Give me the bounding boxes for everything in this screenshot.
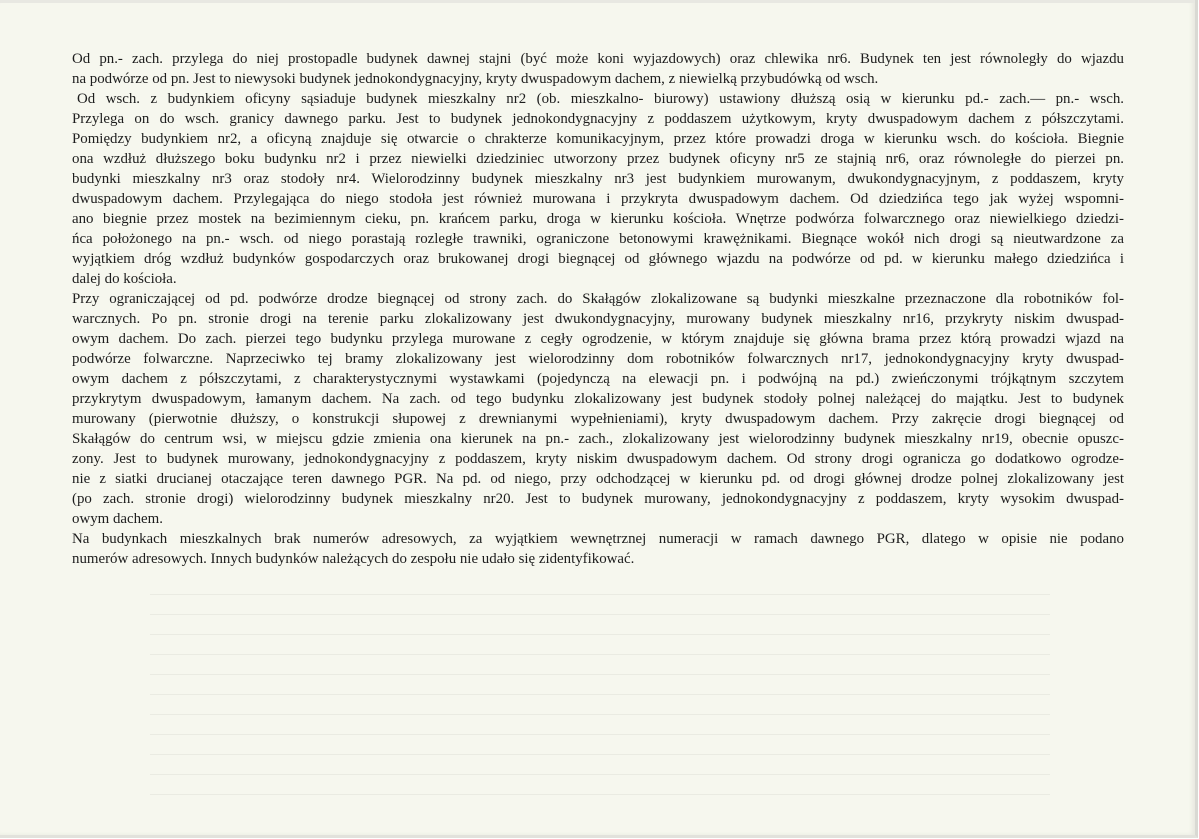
text-line: Pomiędzy budynkiem nr2, a oficyną znajduje się otwarcie o chrakterze komunikacyjnym, przez które prowadzi droga w kierunku wsch. do kościoła. Biegnie [72,131,1124,147]
text-line: Od wsch. z budynkiem oficyny sąsiaduje budynek mieszkalny nr2 (ob. mieszkalno- biurowy) ustawiony dłuższą osią w kierunku pd.- zach.— pn.- wsch. [77,91,1124,107]
text-line: warcznych. Po pn. stronie drogi na terenie parku zlokalizowany jest dwukondygnacyjny, murowany budynek mieszkalny nr16, przykryty niskim dwuspad- [72,311,1124,327]
text-line: owym dachem. Do zach. pierzei tego budynku przylega murowane z cegły ogrodzenie, w którym znajduje się główna brama przez którą prowadzi wjazd na [72,331,1124,347]
text-line: murowany (pierwotnie dłuższy, o konstrukcji słupowej z drewnianymi wypełnieniami), kryty dwuspadowym dachem. Przy zakręcie drogi biegnącej od [72,411,1124,427]
text-line: owym dachem. [72,511,163,527]
text-line: dwuspadowym dachem. Przylegająca do niego stodoła jest również murowana i przykryta dwuspadowym dachem. Od dziedzińca tego jak wyżej wspomni- [72,191,1124,207]
text-line: zony. Jest to budynek murowany, jednokondygnacyjny z poddaszem, kryty niskim dwuspadowym dachem. Od strony drogi ogranicza go dodatkowo ogrodze- [72,451,1124,467]
text-line: numerów adresowych. Innych budynków należących do zespołu nie udało się zidentyfikować. [72,551,635,567]
text-line: Skałągów do centrum wsi, w miejscu gdzie zmienia ona kierunek na pn.- zach., zlokalizowany jest wielorodzinny budynek mieszkalny nr19, obecnie opuszc- [72,431,1124,447]
text-line: na podwórze od pn. Jest to niewysoki budynek jednokondygnacyjny, kryty dwuspadowym dachem, z niewielką przybudówką od wsch. [72,71,879,87]
paragraph-address-numbers [72,529,1124,569]
text-line: ńca położonego na pn.- wsch. od niego porastają rozległe trawniki, ograniczone betonowymi krawężnikami. Biegnące wokół nich drogi są nieutwardzone za [72,231,1124,247]
text-line: Na budynkach mieszkalnych brak numerów adresowych, za wyjątkiem wewnętrznej numeracji w ramach dawnego PGR, dlatego w opisie nie podano [72,531,1124,547]
paragraph-residential-nr2 [72,89,1124,289]
text-line: Przy ograniczającej od pd. podwórze drodze biegnącej od strony zach. do Skałągów zlokalizowane są budynki mieszkalne przeznaczone dla robotników fol- [72,291,1124,307]
text-line: dalej do kościoła. [72,271,177,287]
paragraph-worker-housing [72,289,1124,529]
text-line: podwórze folwarczne. Naprzeciwko tej bramy zlokalizowany jest wielorodzinny dom robotników folwarcznych nr17, jednokondygnacyjny kryty dwuspad- [72,351,1124,367]
text-line: przykrytym dwuspadowym, łamanym dachem. Na zach. od tego budynku zlokalizowany jest budynek stodoły polnej należącej do majątku. Jest to budynek [72,391,1124,407]
paragraph-stable-building [72,49,1124,89]
text-line: owym dachem z półszczytami, z charakterystycznymi wystawkami (pojedynczą na elewacji pn. i podwójną na pd.) zwieńczonymi trójkątnym szczytem [72,371,1124,387]
text-line: ona wzdłuż dłuższego boku budynku nr2 i przez niewielki dziedziniec utworzony przez budynek oficyny nr5 ze stajnią nr6, oraz równoległe do pierzei pn. [72,151,1124,167]
text-line: Od pn.- zach. przylega do niej prostopadle budynek dawnej stajni (być może koni wyjazdowych) oraz chlewika nr6. Budynek ten jest równoległy do wjazdu [72,51,1124,67]
text-line: budynki mieszkalny nr3 oraz stodoły nr4. Wielorodzinny budynek mieszkalny nr3 jest budynkiem murowanym, dwukondygnacyjnym, z poddaszem, kryty [72,171,1124,187]
text-line: (po zach. stronie drogi) wielorodzinny budynek mieszkalny nr20. Jest to budynek murowany, jednokondygnacyjny z poddaszem, kryty wysokim dwuspad- [72,491,1124,507]
text-line: nie z siatki drucianej otaczające teren dawnego PGR. Na pd. od niego, przy odchodzącej w kierunku pd. od drogi głównej drodze polnej zlokalizowany jest [72,471,1124,487]
text-line: ano biegnie przez mostek na bezimiennym cieku, pn. krańcem parku, droga w kierunku kościoła. Wnętrze podwórza folwarcznego oraz niewielkiego dziedzi- [72,211,1124,227]
bleed-through-texture [150,580,1050,800]
text-line: Przylega on do wsch. granicy dawnego parku. Jest to budynek jednokondygnacyjny z poddaszem użytkowym, kryty dwuspadowym dachem z półszczytami. [72,111,1124,127]
document-body [72,49,1124,569]
text-line: wyjątkiem dróg wzdłuż budynków gospodarczych oraz brukowanej drogi biegnącej od głównego wjazdu na podwórze od pd. w kierunku małego dziedzińca i [72,251,1124,267]
